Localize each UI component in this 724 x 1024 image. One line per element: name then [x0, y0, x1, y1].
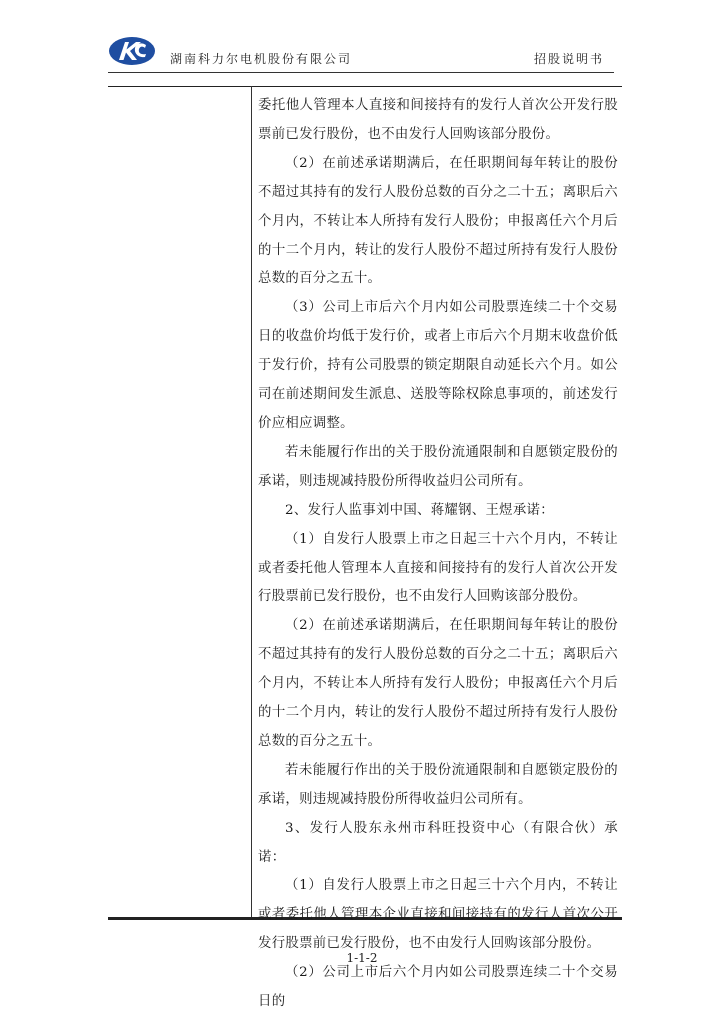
page-header: [108, 30, 614, 74]
header-rule: [108, 72, 614, 73]
body-paragraph: （1）自发行人股票上市之日起三十六个月内，不转让或者委托他人管理本企业直接和间接持有的发行人首次公开发行股票前已发行股份，也不由发行人回购该部分股份。: [258, 878, 618, 952]
body-paragraph: （1）自发行人股票上市之日起三十六个月内，不转让或者委托他人管理本人直接和间接持有的发行人首次公开发行股票前已发行股份，也不由发行人回购该部分股份。: [258, 531, 618, 605]
body-paragraph: （2）公司上市后六个月内如公司股票连续二十个交易日的: [258, 965, 618, 1010]
document-type: 招股说明书: [533, 52, 604, 66]
body-paragraph: 3、发行人股东永州市科旺投资中心（有限合伙）承诺：: [258, 820, 618, 865]
table-content-cell: [258, 92, 618, 1017]
table-top-border: [108, 86, 622, 87]
company-name: 湖南科力尔电机股份有限公司: [170, 52, 353, 66]
body-paragraph: 若未能履行作出的关于股份流通限制和自愿锁定股份的承诺，则违规减持股份所得收益归公司所有。: [258, 444, 618, 489]
body-paragraph: 2、发行人监事刘中国、蒋耀钢、王煜承诺：: [285, 502, 554, 518]
body-paragraph: 若未能履行作出的关于股份流通限制和自愿锁定股份的承诺，则违规减持股份所得收益归公司所有。: [258, 762, 618, 807]
company-logo-icon: [108, 36, 156, 66]
body-paragraph: （3）公司上市后六个月内如公司股票连续二十个交易日的收盘价均低于发行价，或者上市后六个月期末收盘价低于发行价，持有公司股票的锁定期限自动延长六个月。如公司在前述期间发生派息、送股等除权除息事项的，前述发行价应相应调整。: [258, 300, 618, 431]
body-paragraph: （2）在前述承诺期满后，在任职期间每年转让的股份不超过其持有的发行人股份总数的百分之二十五；离职后六个月内，不转让本人所持有发行人股份；申报离任六个月后的十二个月内，转让的发行人股份不超过所持有发行人股份总数的百分之五十。: [258, 618, 618, 749]
page-number: 1-1-2: [346, 951, 378, 965]
body-paragraph: 委托他人管理本人直接和间接持有的发行人首次公开发行股票前已发行股份，也不由发行人回购该部分股份。: [258, 98, 618, 142]
table-column-divider: [251, 86, 252, 918]
body-paragraph: （2）在前述承诺期满后，在任职期间每年转让的股份不超过其持有的发行人股份总数的百分之二十五；离职后六个月内，不转让本人所持有发行人股份；申报离任六个月后的十二个月内，转让的发行人股份不超过所持有发行人股份总数的百分之五十。: [258, 155, 618, 287]
